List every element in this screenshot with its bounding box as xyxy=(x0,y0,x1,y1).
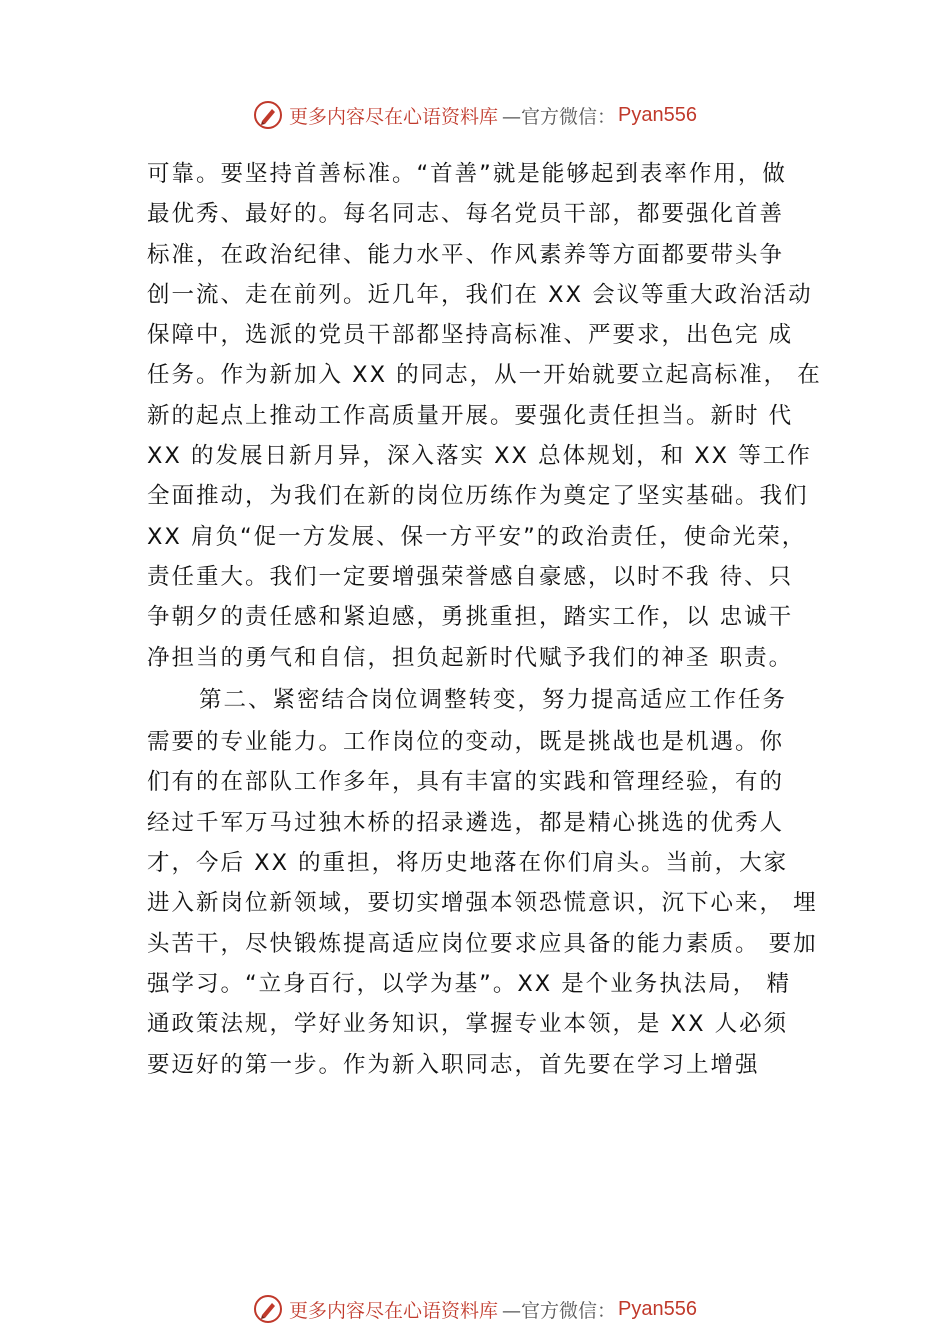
banner-text-wechat-label: —官方微信： xyxy=(502,105,617,128)
body-line: 标准，在政治纪律、能力水平、作风素养等方面都要带头争 xyxy=(147,241,785,268)
body-line: 任务。作为新加入 XX 的同志，从一开始就要立起高标准， 在 xyxy=(147,362,822,389)
body-line: 最优秀、最好的。每名同志、每名党员干部，都要强化首善 xyxy=(147,201,785,228)
body-line: 可靠。要坚持首善标准。“首善”就是能够起到表率作用，做 xyxy=(147,161,787,187)
body-line: 才，今后 XX 的重担，将历史地落在你们肩头。当前，大家 xyxy=(147,850,789,877)
body-line: 保障中，选派的党员干部都坚持高标准、严要求，出色完 成 xyxy=(147,322,794,349)
body-line: 经过千军万马过独木桥的招录遴选，都是精心挑选的优秀人 xyxy=(147,809,785,836)
banner-text-library: 更多内容尽在心语资料库 xyxy=(289,1299,499,1322)
document-body xyxy=(147,154,827,1085)
pen-logo-icon xyxy=(253,100,283,130)
body-line: 要迈好的第一步。作为新入职同志，首先要在学习上增强 xyxy=(147,1051,760,1078)
body-line: 全面推动，为我们在新的岗位历练作为奠定了坚实基础。我们 xyxy=(147,483,809,510)
banner-text-wechat-id: Pyan556 xyxy=(618,1297,697,1320)
body-line: 责任重大。我们一定要增强荣誉感自豪感，以时不我 待、只 xyxy=(147,563,794,590)
header-watermark-banner xyxy=(0,95,950,135)
body-line: 争朝夕的责任感和紧迫感，勇挑重担，踏实工作，以 忠诚干 xyxy=(147,604,794,631)
banner-text-library: 更多内容尽在心语资料库 xyxy=(289,105,499,128)
body-line: XX 肩负“促一方发展、保一方平安”的政治责任，使命光荣， xyxy=(147,523,807,550)
body-line: 创一流、走在前列。近几年，我们在 XX 会议等重大政治活动 xyxy=(147,281,813,308)
footer-watermark-banner xyxy=(0,1289,950,1329)
body-line: 需要的专业能力。工作岗位的变动，既是挑战也是机遇。你 xyxy=(147,729,785,756)
section-heading-line: 第二、紧密结合岗位调整转变，努力提高适应工作任务 xyxy=(199,686,788,713)
body-line: 强学习。“立身百行，以学为基”。XX 是个业务执法局， 精 xyxy=(147,970,791,997)
banner-text-wechat-label: —官方微信： xyxy=(502,1299,617,1322)
body-line: 们有的在部队工作多年，具有丰富的实践和管理经验，有的 xyxy=(147,769,785,796)
body-line: 新的起点上推动工作高质量开展。要强化责任担当。新时 代 xyxy=(147,402,794,429)
body-line: 进入新岗位新领域，要切实增强本领恐慌意识，沉下心来， 埋 xyxy=(147,890,818,917)
body-line: 通政策法规，学好业务知识，掌握专业本领，是 XX 人必须 xyxy=(147,1011,789,1038)
pen-logo-icon xyxy=(253,1294,283,1324)
body-line: 净担当的勇气和自信，担负起新时代赋予我们的神圣 职责。 xyxy=(147,644,794,671)
body-line: XX 的发展日新月异，深入落实 XX 总体规划，和 XX 等工作 xyxy=(147,443,812,470)
body-line: 头苦干，尽快锻炼提高适应岗位要求应具备的能力素质。 要加 xyxy=(147,930,818,957)
banner-text-wechat-id: Pyan556 xyxy=(618,103,697,126)
